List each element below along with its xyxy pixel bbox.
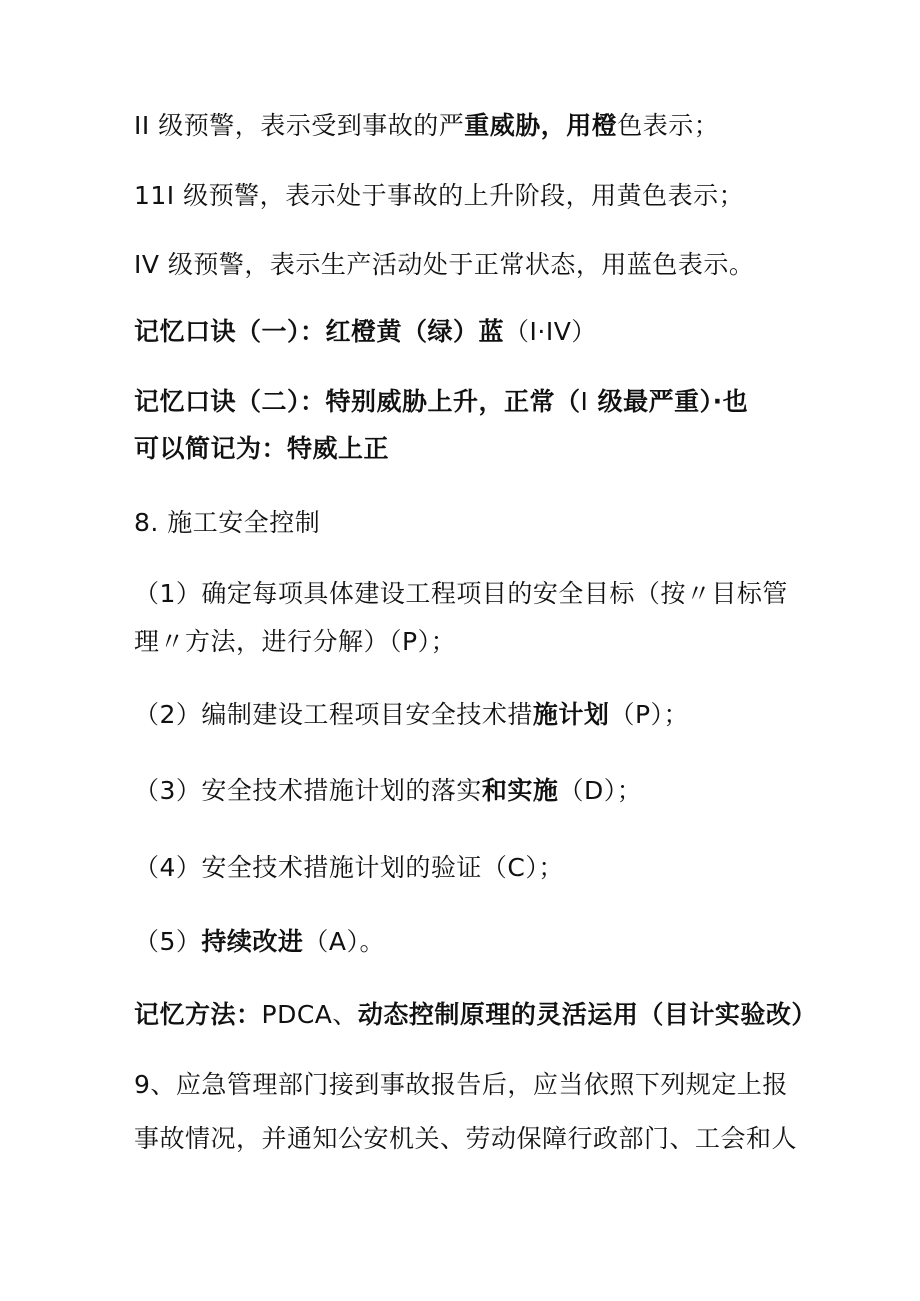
text-segment: （4）安全技术措施计划的验证（C）； (134, 853, 564, 882)
text-segment: PDCA、 (261, 1000, 358, 1029)
text-segment-bold: 记忆口诀（二）：特别威胁上升，正常（ (134, 387, 581, 416)
text-segment: 9、应急管理部门接到事故报告后，应当依照下列规定上报 (134, 1070, 788, 1099)
text-segment: 理〃方法，进行分解）（P）； (134, 627, 457, 656)
list-item-1 (134, 577, 788, 611)
list-item-3 (134, 774, 642, 808)
text-line-level-iv-warning (134, 248, 754, 282)
text-segment-bold: 可以简记为：特威上正 (134, 434, 390, 463)
text-segment: （I·IV） (504, 317, 597, 346)
text-line-mnemonic-one (134, 315, 597, 349)
text-segment: （3）安全技术措施计划的落实 (134, 776, 482, 805)
text-segment: IV 级预警，表示生产活动处于正常状态，用蓝色表示。 (134, 250, 755, 279)
text-segment-bold: 级最严重）·也 (588, 387, 749, 416)
text-line-memory-method (134, 998, 817, 1032)
text-segment: （A）。 (303, 927, 386, 956)
list-item-1-cont (134, 625, 456, 659)
text-segment-bold: 记忆口诀（一）：红橙黄（绿）蓝 (134, 317, 505, 346)
list-item-5 (134, 925, 385, 959)
text-segment: （P）； (609, 700, 690, 729)
text-segment-bold: 持续改进 (201, 927, 304, 956)
text-segment: （5） (134, 927, 202, 956)
text-segment: 11I 级预警，表示处于事故的上升阶段，用黄色表示； (134, 181, 745, 210)
text-line-mnemonic-two (134, 385, 748, 419)
text-segment: （2）编制建设工程项目安全技术措 (134, 700, 533, 729)
text-segment: II 级预警，表示受到事故的严 (134, 111, 465, 140)
text-line-mnemonic-two-cont (134, 432, 389, 466)
section-9-cont (134, 1122, 797, 1156)
text-line-level-ii-warning (134, 109, 719, 143)
section-heading-9 (134, 1068, 788, 1102)
text-segment-bold: 和实施 (481, 776, 559, 805)
text-line-level-iii-warning (134, 179, 744, 213)
text-segment: I (580, 387, 589, 416)
text-segment-bold: 动态控制原理的灵活运用（目计实验改） (357, 1000, 817, 1029)
text-segment: （1）确定每项具体建设工程项目的安全目标（按〃目标管 (134, 579, 788, 608)
text-segment-bold: 记忆方法： (134, 1000, 262, 1029)
text-segment: 事故情况，并通知公安机关、劳动保障行政部门、工会和人 (134, 1124, 798, 1153)
text-segment: 色表示； (617, 111, 720, 140)
list-item-4 (134, 851, 564, 885)
text-segment: （D）； (558, 776, 643, 805)
text-segment: 8. 施工安全控制 (134, 508, 321, 537)
section-heading-8 (134, 506, 320, 540)
list-item-2 (134, 698, 689, 732)
text-segment-bold: 施计划 (532, 700, 610, 729)
text-segment-bold: 重威胁，用橙 (464, 111, 618, 140)
